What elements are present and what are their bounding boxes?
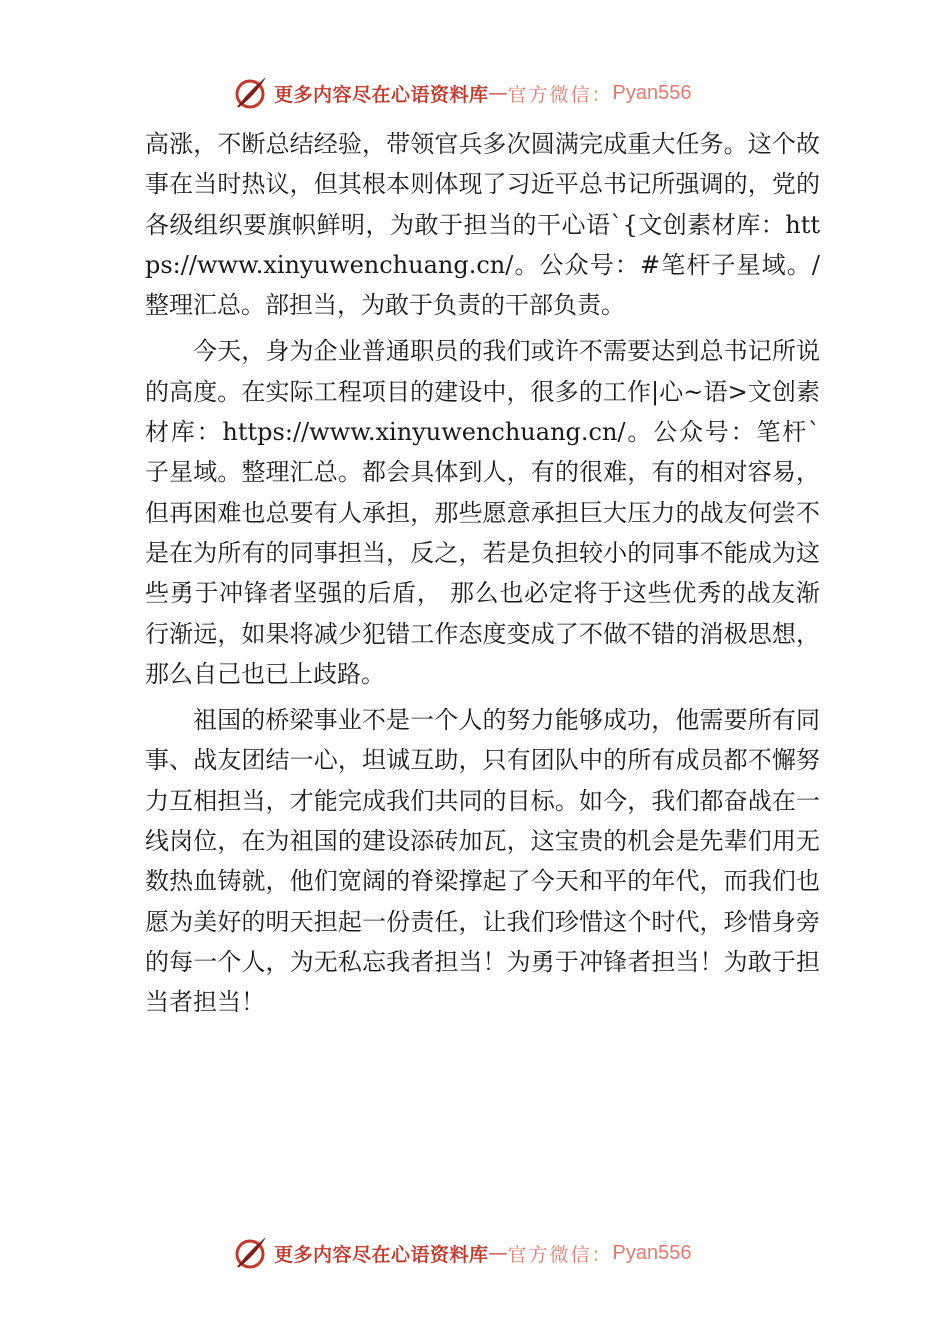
paragraph-1: 高涨，不断总结经验，带领官兵多次圆满完成重大任务。这个故事在当时热议，但其根本则体现了习近平总书记所强调的，党的各级组织要旗帜鲜明，为敢于担当的干心语`{文创素材库：https://www.xinyuwenchuang.cn/。公众号：#笔杆子星域。/整理汇总。部担当，为敢于负责的干部负责。: [145, 130, 820, 320]
header-banner: [230, 73, 692, 113]
banner-separator: —: [488, 82, 508, 104]
banner-main-text: 更多内容尽在心语资料库: [274, 1243, 489, 1266]
quill-logo-icon: [230, 73, 270, 113]
banner-wechat-id: Pyan556: [612, 81, 692, 104]
footer-banner: [230, 1233, 692, 1273]
banner-separator: —: [488, 1242, 508, 1264]
quill-logo-icon: [230, 1233, 270, 1273]
banner-main-text: 更多内容尽在心语资料库: [274, 83, 489, 106]
paragraph-3: 祖国的桥梁事业不是一个人的努力能够成功，他需要所有同事、战友团结一心，坦诚互助，只有团队中的所有成员都不懈努力互相担当，才能完成我们共同的目标。如今，我们都奋战在一线岗位，在为祖国的建设添砖加瓦，这宝贵的机会是先辈们用无数热血铸就，他们宽阔的脊梁撑起了今天和平的年代，而我们也愿为美好的明天担起一份责任，让我们珍惜这个时代，珍惜身旁的每一个人，为无私忘我者担当！为勇于冲锋者担当！为敢于担当者担当！: [145, 706, 820, 1017]
paragraph-2: 今天，身为企业普通职员的我们或许不需要达到总书记所说的高度。在实际工程项目的建设中，很多的工作|心~语>文创素材库：https://www.xinyuwenchuang.cn/。公众号：笔杆`子星域。整理汇总。都会具体到人，有的很难，有的相对容易，但再困难也总要有人承担，那些愿意承担巨大压力的战友何尝不是在为所有的同事担当，反之，若是负担较小的同事不能成为这些勇于冲锋者坚强的后盾， 那么也必定将于这些优秀的战友渐行渐远，如果将减少犯错工作态度变成了不做不错的消极思想，那么自己也已上歧路。: [145, 337, 820, 688]
banner-wechat-label: 官方微信：: [507, 83, 613, 106]
banner-wechat-id: Pyan556: [612, 1241, 692, 1264]
document-body: [145, 124, 820, 1029]
banner-wechat-label: 官方微信：: [507, 1243, 613, 1266]
